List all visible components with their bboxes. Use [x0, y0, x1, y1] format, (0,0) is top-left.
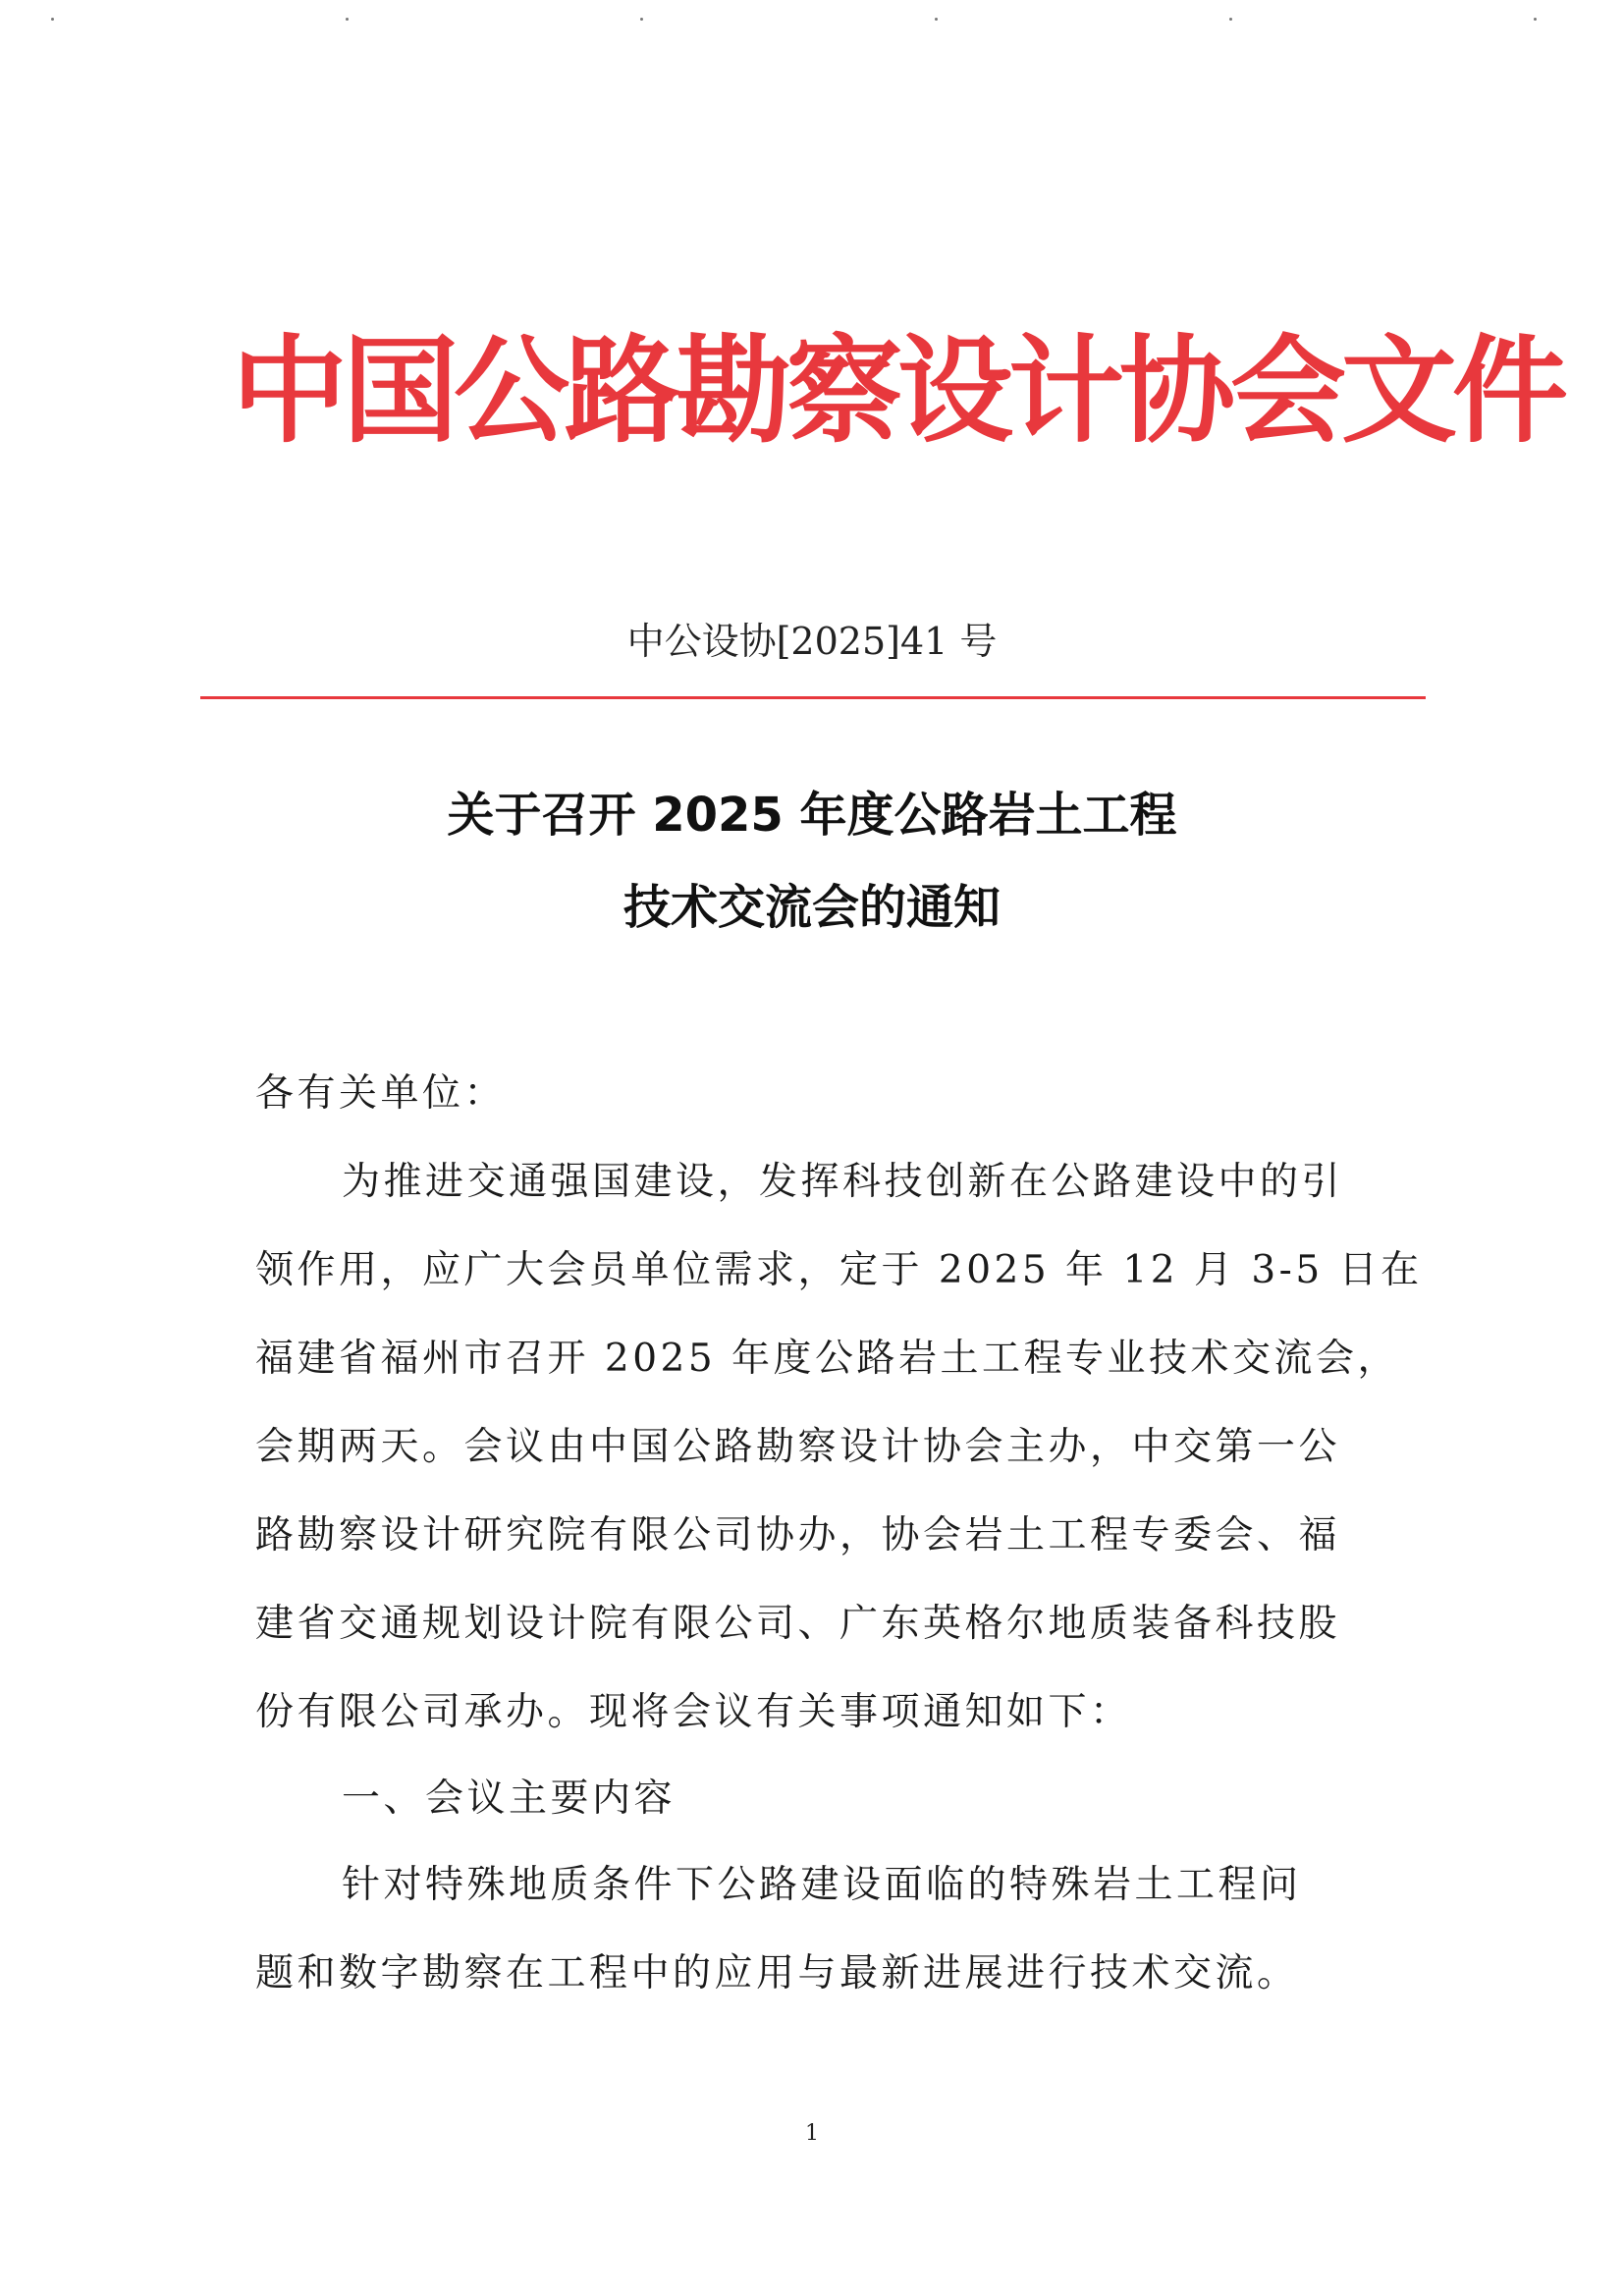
paragraph-line: 路勘察设计研究院有限公司协办，协会岩土工程专委会、福: [255, 1513, 1341, 1558]
header-divider: [200, 696, 1426, 699]
notice-title-line-2: 技术交流会的通知: [623, 880, 1001, 935]
paragraph-line: 针对特殊地质条件下公路建设面临的特殊岩土工程问: [342, 1863, 1302, 1907]
document-header-title: 中国公路勘察设计协会文件: [232, 323, 1564, 459]
scan-speck: [1229, 18, 1232, 21]
paragraph-line: 福建省福州市召开 2025 年度公路岩土工程专业技术交流会，: [255, 1337, 1400, 1381]
paragraph-line: 题和数字勘察在工程中的应用与最新进展进行技术交流。: [255, 1951, 1299, 1995]
scan-speck: [346, 18, 349, 21]
scan-speck: [51, 18, 54, 21]
notice-title-line-1: 关于召开 2025 年度公路岩土工程: [447, 788, 1177, 843]
paragraph-line: 领作用，应广大会员单位需求，定于 2025 年 12 月 3-5 日在: [255, 1248, 1423, 1292]
section-heading: 一、会议主要内容: [342, 1777, 677, 1821]
page-number: 1: [805, 2121, 819, 2146]
scan-speck: [1534, 18, 1537, 21]
scan-speck: [935, 18, 938, 21]
paragraph-line: 会期两天。会议由中国公路勘察设计协会主办，中交第一公: [255, 1425, 1341, 1469]
scan-speck: [640, 18, 643, 21]
paragraph-line: 为推进交通强国建设，发挥科技创新在公路建设中的引: [342, 1160, 1344, 1204]
paragraph-line: 建省交通规划设计院有限公司、广东英格尔地质装备科技股: [255, 1602, 1341, 1646]
document-number: 中公设协[2025]41 号: [626, 620, 998, 663]
paragraph-line: 份有限公司承办。现将会议有关事项通知如下：: [255, 1690, 1132, 1734]
salutation: 各有关单位：: [255, 1071, 507, 1116]
